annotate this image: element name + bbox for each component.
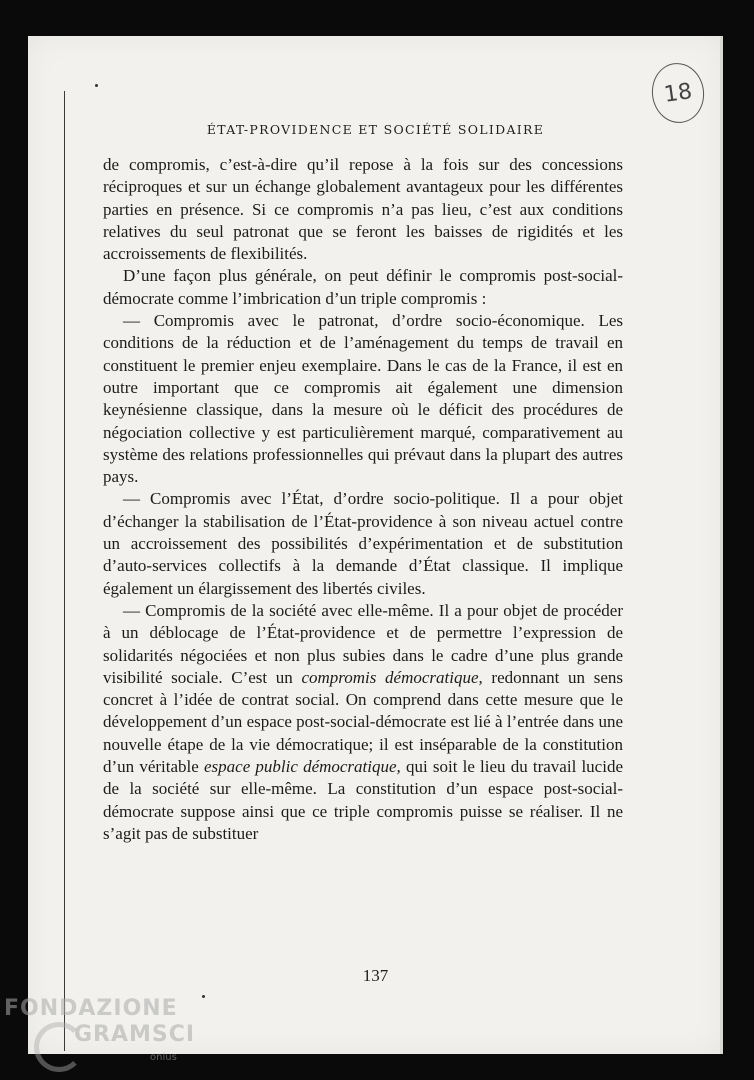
page-number: 137 <box>362 966 389 985</box>
emphasis-compromis-democratique: compromis démocratique, <box>301 667 483 687</box>
paragraph-1: de compromis, c’est-à-dire qu’il repose à la fois sur des concessions réciproques et sur un échange globalement avantageux pour les différentes parties en présence. Si ce compromis n’a pas lieu, c’est aux conditions relatives du seul patronat que se feront les baisses de rigidités et les accroissements de flexibilités. <box>103 155 623 264</box>
running-head: ÉTAT-PROVIDENCE ET SOCIÉTÉ SOLIDAIRE <box>206 122 545 137</box>
paragraph-3: — Compromis avec le patronat, d’ordre socio-économique. Les conditions de la réduction et de l’aménagement du temps de travail en constituent le premier enjeu exemplaire. Dans le cas de la France, il est en outre important que ce compromis ait également une dimension keynésienne classique, dans la mesure où le déficit des procédures de négociation collective y est particulièrement marqué, comparativement au système des relations professionnelles qui prévaut dans la plupart des autres pays. <box>103 311 623 487</box>
watermark-line-2: GRAMSCI <box>74 1022 196 1047</box>
paragraph-2: D’une façon plus générale, on peut définir le compromis post-social-démocrate comme l’imbrication d’un triple compromis : <box>103 266 623 308</box>
body-text <box>103 154 623 845</box>
watermark-suffix: onlus <box>150 1052 177 1063</box>
handwritten-folio-mark <box>648 60 708 127</box>
paragraph-5-part-a: — Compromis de la société avec elle-même. Il a pour objet de procéder à un déblocage de l’État-providence et de permettre l’expression de solidarités négociées et non plus subies dans le cadre d’une plus grande visibilité sociale. C’est un <box>103 600 623 687</box>
paragraph-5-part-b: redonnant un sens concret à l’idée de contrat social. On comprend dans cette mesure que le développement d’un espace post-social-démocrate est lié à l’entrée dans une nouvelle étape de la vie démocratique; il est inséparable de la constitution d’un véritable <box>103 667 623 777</box>
watermark-line-1: FONDAZIONE <box>4 996 178 1021</box>
paragraph-4: — Compromis avec l’État, d’ordre socio-politique. Il a pour objet d’échanger la stabilisation de l’État-providence à son niveau actuel contre un accroissement des possibilités d’expérimentation et de substitution d’auto-services collectifs à la demande d’État classique. Il implique également un élargissement des libertés civiles. <box>103 489 623 598</box>
page-binding-line <box>64 91 65 1051</box>
paragraph-5-part-c: qui soit le lieu du travail lucide de la société sur elle-même. La constitution d’un espace post-social-démocrate suppose ainsi que ce triple compromis puisse se réaliser. Il ne s’agit pas de substituer <box>103 757 623 843</box>
speck <box>202 995 205 998</box>
page-right-edge <box>720 36 723 1054</box>
folio-number: 18 <box>662 78 694 108</box>
page-sheet <box>28 36 723 1054</box>
watermark <box>4 996 195 1048</box>
emphasis-espace-public: espace public démocratique, <box>203 757 401 777</box>
paragraph-5 <box>103 600 623 845</box>
speck <box>95 84 98 87</box>
